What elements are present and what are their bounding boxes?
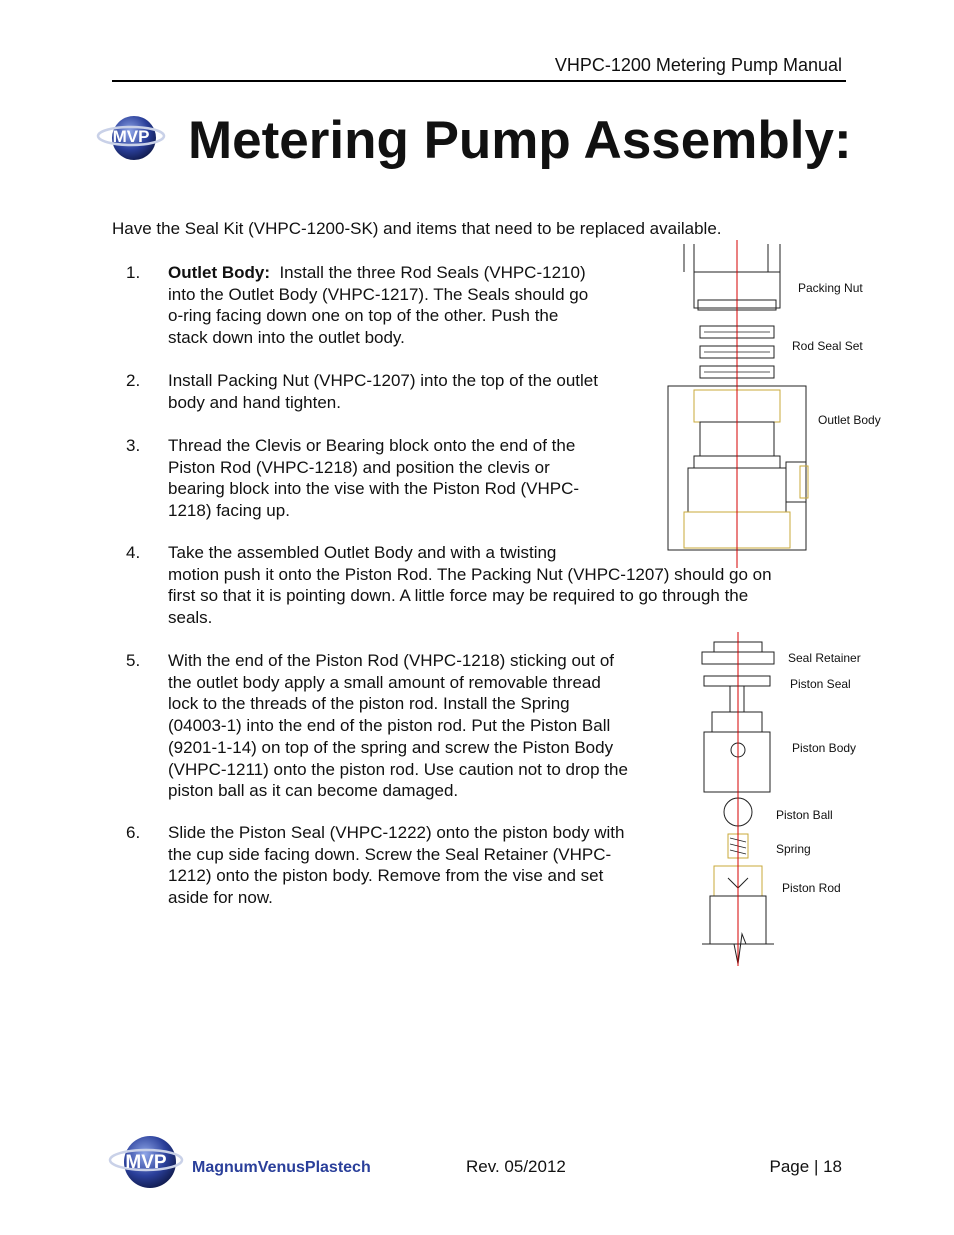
- step-line: Thread the Clevis or Bearing block onto the end of the: [168, 436, 576, 455]
- revision-date: Rev. 05/2012: [466, 1157, 566, 1176]
- logo-text: MVP: [125, 1152, 167, 1173]
- piston-seal-shape: [704, 676, 770, 686]
- brand-name: MagnumVenusPlastech: [192, 1159, 371, 1176]
- label-outlet-body: Outlet Body: [818, 413, 881, 427]
- manual-title: VHPC-1200 Metering Pump Manual: [554, 55, 842, 75]
- step-number: 5.: [126, 651, 141, 670]
- label-piston-body: Piston Body: [792, 741, 857, 755]
- step-line: the outlet body apply a small amount of removable thread: [168, 672, 601, 692]
- step-number: 6.: [126, 823, 141, 842]
- step-line: bearing block into the vise with the Piston Rod (VHPC-: [168, 479, 580, 499]
- logo-text: MVP: [112, 127, 150, 146]
- step-line: the cup side facing down. Screw the Seal Retainer (VHPC-: [168, 844, 612, 864]
- step-line: Install Packing Nut (VHPC-1207) into the top of the outlet: [168, 371, 598, 390]
- label-piston-ball: Piston Ball: [776, 808, 833, 822]
- step-number: 3.: [126, 436, 141, 455]
- label-spring: Spring: [776, 842, 811, 856]
- step-line: Piston Rod (VHPC-1218) and position the clevis or: [168, 457, 550, 477]
- step-line: Take the assembled Outlet Body and with a twisting: [168, 543, 557, 562]
- label-packing-nut: Packing Nut: [798, 281, 863, 295]
- step-line: piston ball as it can become damaged.: [168, 781, 459, 801]
- step-number: 4.: [126, 543, 141, 562]
- step-line: into the Outlet Body (VHPC-1217). The Seals should go: [168, 284, 589, 304]
- piston-exploded-diagram: [690, 628, 890, 968]
- step-line: Slide the Piston Seal (VHPC-1222) onto the piston body with: [168, 823, 625, 842]
- page-title: Metering Pump Assembly:: [188, 111, 852, 170]
- step-line: (04003-1) into the end of the piston rod. Put the Piston Ball: [168, 716, 611, 736]
- intro-text: Have the Seal Kit (VHPC-1200-SK) and items that need to be replaced available.: [112, 219, 722, 238]
- page-number: Page | 18: [769, 1157, 842, 1176]
- step-bold-lead: Outlet Body:: [168, 263, 270, 282]
- step-line: (VHPC-1211) onto the piston rod. Use caution not to drop the: [168, 759, 628, 779]
- step-line: stack down into the outlet body.: [168, 328, 405, 348]
- label-rod-seal-set: Rod Seal Set: [792, 339, 863, 353]
- label-seal-retainer: Seal Retainer: [788, 651, 861, 665]
- header-rule: [112, 80, 846, 82]
- step-line: body and hand tighten.: [168, 392, 341, 412]
- step-line: 1218) facing up.: [168, 501, 290, 521]
- step-line: first so that it is pointing down. A little force may be required to go through the: [168, 586, 749, 606]
- step-line: aside for now.: [168, 888, 273, 908]
- mvp-logo-icon: [96, 112, 166, 162]
- step-line: With the end of the Piston Rod (VHPC-1218) sticking out of: [168, 651, 615, 670]
- step-line: (9201-1-14) on top of the spring and screw the Piston Body: [168, 737, 614, 757]
- label-piston-rod: Piston Rod: [782, 881, 841, 895]
- step-line: seals.: [168, 608, 213, 628]
- step-line: Install the three Rod Seals (VHPC-1210): [279, 263, 586, 282]
- step-line: motion push it onto the Piston Rod. The Packing Nut (VHPC-1207) should go on: [168, 564, 772, 584]
- outlet-body-exploded-diagram: [660, 240, 900, 570]
- label-piston-seal: Piston Seal: [790, 677, 851, 691]
- step-number: 1.: [126, 263, 141, 282]
- step-line: lock to the threads of the piston rod. Install the Spring: [168, 694, 570, 714]
- step-line: o-ring facing down one on top of the other. Push the: [168, 306, 559, 326]
- piston-body-shape: [712, 712, 762, 732]
- step-line: 1212) onto the piston body. Remove from the vise and set: [168, 866, 604, 886]
- footer-brand-logo-icon: [108, 1132, 398, 1192]
- step-number: 2.: [126, 371, 141, 390]
